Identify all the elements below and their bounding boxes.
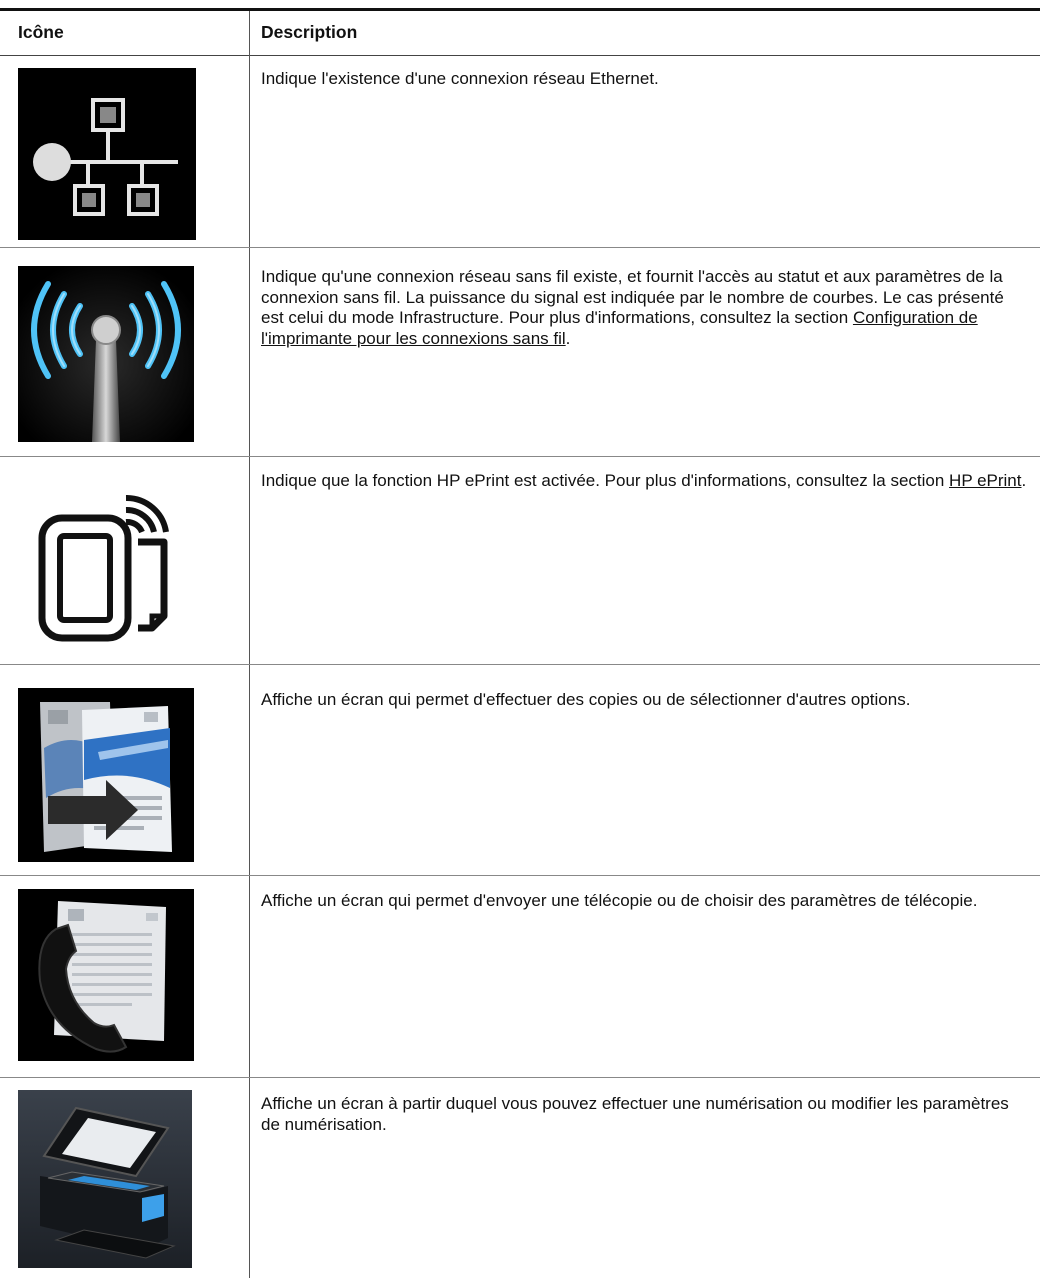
link-wireless-configuration[interactable]: Configuration de l'imprimante pour les connexions sans fil <box>261 308 978 348</box>
row-description-scan: Affiche un écran à partir duquel vous pouvez effectuer une numérisation ou modifier les paramètres de numérisation. <box>261 1094 1009 1134</box>
row-separator <box>0 664 1040 665</box>
header-rule <box>0 55 1040 56</box>
row-description-fax: Affiche un écran qui permet d'envoyer une télécopie ou de choisir des paramètres de télécopie. <box>261 891 978 910</box>
table-top-rule <box>0 8 1040 11</box>
column-header-icon: Icône <box>18 22 64 42</box>
row-separator <box>0 1077 1040 1078</box>
ethernet-network-icon <box>18 68 196 240</box>
row-separator <box>0 247 1040 248</box>
row-description-copy: Affiche un écran qui permet d'effectuer des copies ou de sélectionner d'autres options. <box>261 690 911 709</box>
hp-eprint-icon <box>30 470 178 646</box>
link-hp-eprint[interactable]: HP ePrint <box>949 471 1022 490</box>
column-divider <box>249 11 250 1278</box>
row-separator <box>0 875 1040 876</box>
row-separator <box>0 456 1040 457</box>
copy-icon <box>18 688 194 862</box>
scan-icon <box>18 1090 192 1268</box>
fax-icon <box>18 889 194 1061</box>
row-description-wireless: Indique qu'une connexion réseau sans fil existe, et fournit l'accès au statut et aux paramètres de la connexion sans fil. La puissance du signal est indiquée par le nombre de courbes. Le cas présenté est celui du mode Infrastructure. Pour plus d'informations, consultez la section Configuration de l'imprimante pour les connexions sans fil. <box>261 267 1004 348</box>
row-description-eprint: Indique que la fonction HP ePrint est activée. Pour plus d'informations, consultez la section HP ePrint. <box>261 471 1027 490</box>
wireless-network-icon <box>18 266 194 442</box>
row-description-ethernet: Indique l'existence d'une connexion réseau Ethernet. <box>261 69 659 88</box>
column-header-description: Description <box>261 22 358 42</box>
